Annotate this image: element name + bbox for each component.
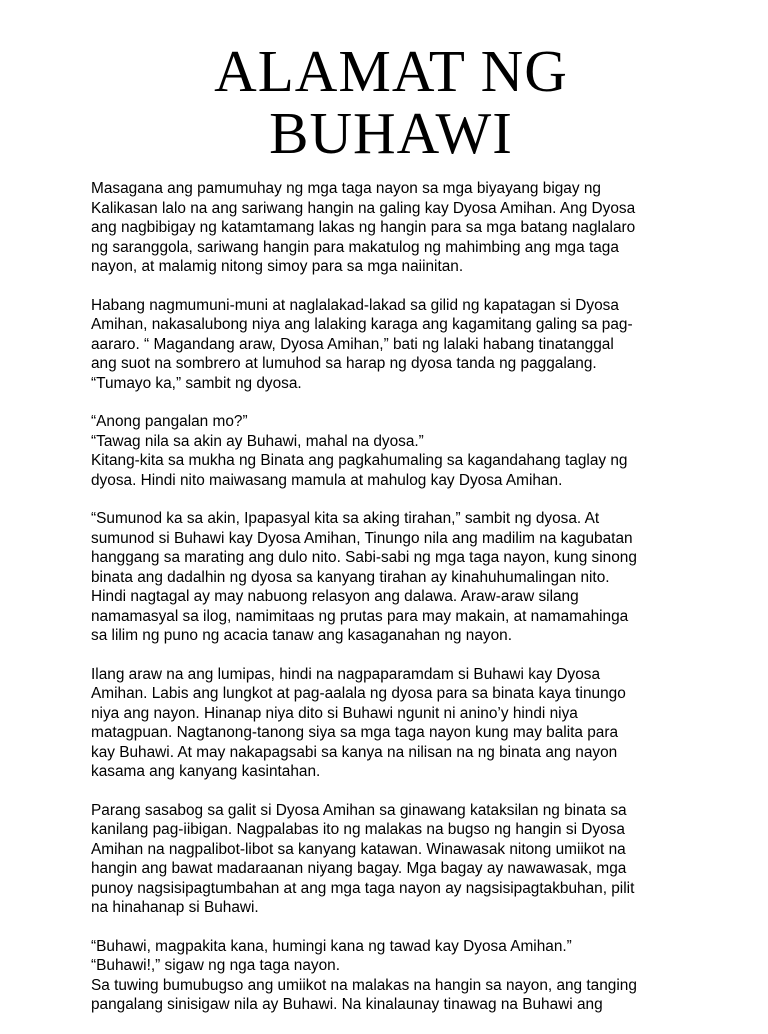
text-line: “Buhawi!,” sigaw ng nga taga nayon. <box>91 957 340 974</box>
paragraph <box>91 665 681 782</box>
paragraph <box>91 296 681 394</box>
text-line: Kalikasan lalo na ang sariwang hangin na galing kay Dyosa Amihan. Ang Dyosa <box>91 199 636 217</box>
text-line: Amihan na nagpalibot-libot sa kanyang katawan. Winawasak nitong umiikot na <box>91 840 626 858</box>
text-line: ang nagbibigay ng katamtamang lakas ng hangin para sa mga batang naglalaro <box>91 219 636 236</box>
text-line: niya ang nayon. Hinanap niya dito si Buhawi ngunit ni anino’y hindi niya <box>91 704 578 722</box>
title-line: BUHAWI <box>269 100 513 166</box>
text-line: namamasyal sa ilog, namimitaas ng prutas para may makain, at namamahinga <box>91 607 629 625</box>
text-line: binata ang dadalhin ng dyosa sa kanyang tirahan ay kinahuhumalingan nito. <box>91 568 610 586</box>
text-line: nayon, at malamig nitong simoy para sa mga naiinitan. <box>91 258 464 275</box>
text-line: “Tawag nila sa akin ay Buhawi, mahal na dyosa.” <box>91 432 424 450</box>
text-line: aararo. “ Magandang araw, Dyosa Amihan,” bati ng lalaki habang tinatanggal <box>91 335 614 353</box>
text-line: “Buhawi, magpakita kana, humingi kana ng tawad kay Dyosa Amihan.” <box>91 937 572 955</box>
text-line: Parang sasabog sa galit si Dyosa Amihan sa ginawang kataksilan ng binata sa <box>91 801 627 819</box>
page-title <box>91 40 681 164</box>
text-line: Hindi nagtagal ay may nabuong relasyon ang dalawa. Araw-araw silang <box>91 588 579 605</box>
text-line: punoy nagsisipagtumbahan at ang mga taga nayon ay nagsisipagtakbuhan, pilit <box>91 879 635 897</box>
story-body <box>91 179 681 1015</box>
text-line: Masagana ang pamumuhay ng mga taga nayon sa mga biyayang bigay ng <box>91 180 601 197</box>
text-line: “Sumunod ka sa akin, Ipapasyal kita sa aking tirahan,” sambit ng dyosa. At <box>91 510 600 527</box>
text-line: hanggang sa marating ang dulo nito. Sabi-sabi ng mga taga nayon, kung sinong <box>91 549 637 566</box>
text-line: kay Buhawi. At may nakapagsabi sa kanya na nilisan na ng binata ang nayon <box>91 743 618 761</box>
paragraph <box>91 801 681 918</box>
paragraph <box>91 179 681 277</box>
document-page <box>91 40 681 1034</box>
text-line: sumunod si Buhawi kay Dyosa Amihan, Tinungo nila ang madilim na kagubatan <box>91 529 633 547</box>
text-line: ng saranggola, sariwang hangin para makatulog ng mahimbing ang mga taga <box>91 238 619 256</box>
text-line: “Tumayo ka,” sambit ng dyosa. <box>91 374 302 392</box>
paragraph <box>91 412 681 490</box>
text-line: matagpuan. Nagtanong-tanong siya sa mga taga nayon kung may balita para <box>91 724 619 741</box>
text-line: “Anong pangalan mo?” <box>91 413 248 430</box>
title-line: ALAMAT NG <box>214 38 568 104</box>
text-line: Amihan, nakasalubong niya ang lalaking karaga ang kagamitang galing sa pag- <box>91 316 633 333</box>
text-line: Sa tuwing bumubugso ang umiikot na malakas na hangin sa nayon, ang tanging <box>91 976 637 994</box>
text-line: kanilang pag-iibigan. Nagpalabas ito ng malakas na bugso ng hangin si Dyosa <box>91 821 625 838</box>
text-line: Habang nagmumuni-muni at naglalakad-lakad sa gilid ng kapatagan si Dyosa <box>91 296 619 314</box>
text-line: sa lilim ng puno ng acacia tanaw ang kasaganahan ng nayon. <box>91 627 512 644</box>
text-line: Kitang-kita sa mukha ng Binata ang pagkahumaling sa kagandahang taglay ng <box>91 452 628 469</box>
text-line: ang suot na sombrero at lumuhod sa harap ng dyosa tanda ng paggalang. <box>91 355 597 372</box>
text-line: kasama ang kanyang kasintahan. <box>91 763 321 780</box>
paragraph <box>91 509 681 646</box>
text-line: na hinahanap si Buhawi. <box>91 899 259 916</box>
text-line: hangin ang bawat madaraanan niyang bagay. Mga bagay ay nawawasak, mga <box>91 860 627 877</box>
text-line: dyosa. Hindi nito maiwasang mamula at mahulog kay Dyosa Amihan. <box>91 471 563 489</box>
paragraph <box>91 937 681 1015</box>
text-line: Ilang araw na ang lumipas, hindi na nagpaparamdam si Buhawi kay Dyosa <box>91 665 601 683</box>
text-line: pangalang sinisigaw nila ay Buhawi. Na kinalaunay tinawag na Buhawi ang <box>91 996 603 1013</box>
text-line: Amihan. Labis ang lungkot at pag-aalala ng dyosa para sa binata kaya tinungo <box>91 685 626 702</box>
